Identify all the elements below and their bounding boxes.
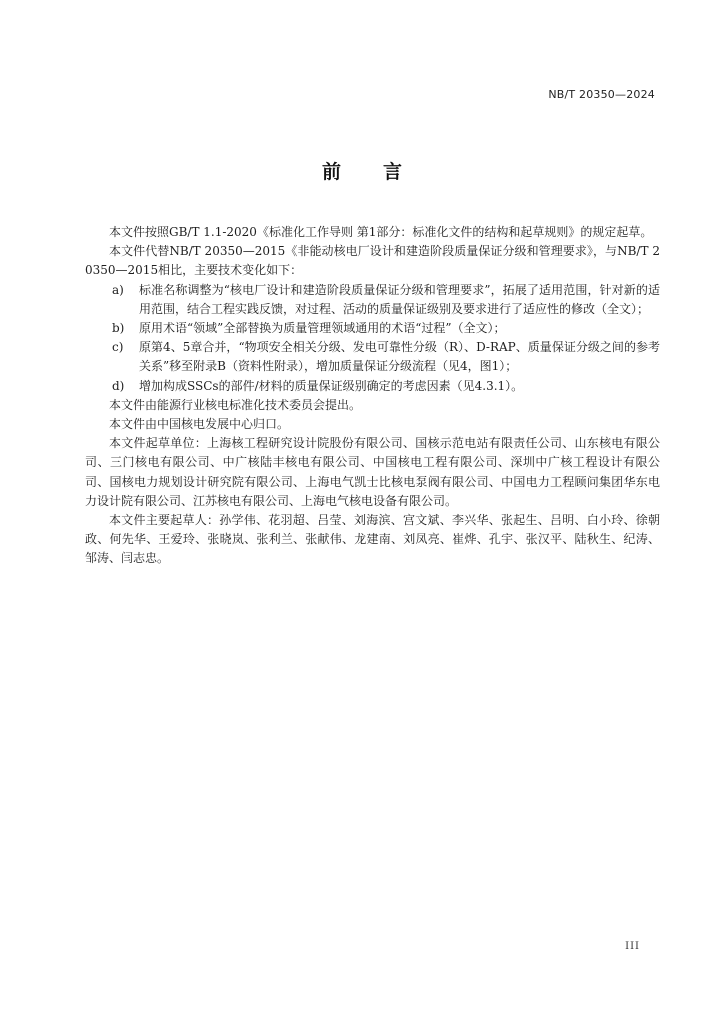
page-title: 前言 <box>321 161 444 183</box>
list-marker: c) <box>112 340 124 355</box>
list-item <box>85 338 660 376</box>
list-item <box>85 377 660 396</box>
foreword-body <box>85 223 660 569</box>
list-item <box>85 281 660 319</box>
paragraph-drafting-units: 本文件起草单位：上海核工程研究设计院股份有限公司、国核示范电站有限责任公司、山东核电有限公司、三门核电有限公司、中广核陆丰核电有限公司、中国核电工程有限公司、深圳中广核工程设计有限公司、国核电力规划设计研究院有限公司、上海电气凯士比核电泵阀有限公司、中国电力工程顾问集团华东电力设计院有限公司、江苏核电有限公司、上海电气核电设备有限公司。 <box>85 436 660 508</box>
standard-number: NB/T 20350—2024 <box>548 88 655 101</box>
list-item-text: 原第4、5章合并，“物项安全相关分级、发电可靠性分级（R）、D-RAP、质量保证分级之间的参考关系”移至附录B（资料性附录），增加质量保证分级流程（见4，图1）； <box>139 340 660 374</box>
list-marker: d) <box>112 378 125 393</box>
list-item-text: 增加构成SSCs的部件/材料的质量保证级别确定的考虑因素（见4.3.1）。 <box>139 378 524 393</box>
paragraph-replacement: 本文件代替NB/T 20350—2015《非能动核电厂设计和建造阶段质量保证分级和管理要求》，与NB/T 20350—2015相比，主要技术变化如下： <box>85 244 660 278</box>
list-item-text: 标准名称调整为“核电厂设计和建造阶段质量保证分级和管理要求”，拓展了适用范围，针对新的适用范围，结合工程实践反馈，对过程、活动的质量保证级别及要求进行了适应性的修改（全文）； <box>139 282 660 316</box>
list-marker: b) <box>112 321 125 336</box>
list-marker: a) <box>112 282 124 297</box>
list-item <box>85 319 660 338</box>
changes-list <box>85 281 660 396</box>
page-number: III <box>625 941 640 952</box>
paragraph-drafters: 本文件主要起草人：孙学伟、花羽超、吕莹、刘海滨、宫文斌、李兴华、张起生、吕明、白小玲、徐朝政、何先华、王爱玲、张晓岚、张利兰、张献伟、龙建南、刘凤亮、崔烨、孔宇、张汉平、陆秋生、纪涛、邹涛、闫志忠。 <box>85 513 660 566</box>
paragraph-proposer: 本文件由能源行业核电标准化技术委员会提出。 <box>109 397 362 412</box>
list-item-text: 原用术语“领域”全部替换为质量管理领域通用的术语“过程”（全文）； <box>139 321 506 336</box>
paragraph-drafting-rules: 本文件按照GB/T 1.1-2020《标准化工作导则 第1部分：标准化文件的结构和起草规则》的规定起草。 <box>109 225 653 239</box>
paragraph-centralized-by: 本文件由中国核电发展中心归口。 <box>109 417 290 432</box>
